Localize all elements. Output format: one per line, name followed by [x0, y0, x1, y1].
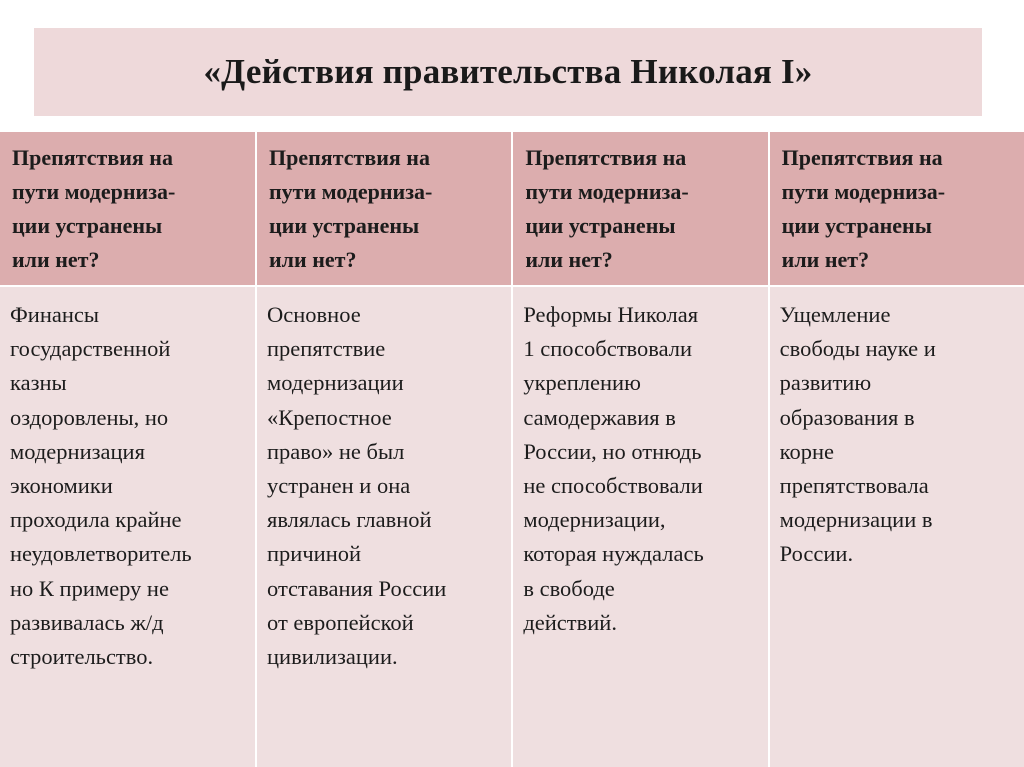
header-line: пути модерниза- [781, 179, 946, 204]
cell-line: модернизации [267, 370, 404, 396]
cell-line: модернизации в [779, 507, 933, 533]
body-cell-2 [257, 287, 511, 767]
cell-line: устранен и она [267, 473, 411, 499]
header-line: ции устранены [525, 213, 676, 238]
modernization-table [0, 132, 1024, 767]
cell-line: Основное [267, 302, 361, 327]
header-line: пути модерниза- [12, 179, 176, 204]
cell-line: препятствовала [779, 473, 929, 499]
cell-line: самодержавия в [523, 404, 676, 430]
cell-line: но К примеру не [10, 575, 169, 601]
cell-line: оздоровлены, но [10, 404, 169, 430]
header-line: пути модерниза- [525, 179, 689, 204]
cell-line: казны [10, 370, 67, 396]
header-line: Препятствия на [269, 145, 430, 170]
header-cell-4 [770, 132, 1024, 285]
cell-line: проходила крайне [10, 507, 182, 533]
cell-line: модернизации, [523, 507, 666, 533]
cell-line: корне [779, 438, 834, 464]
cell-line: которая нуждалась [523, 541, 704, 567]
cell-line: являлась главной [267, 507, 432, 533]
header-line: ции устранены [269, 213, 420, 238]
header-line: или нет? [269, 247, 357, 272]
cell-line: развитию [779, 370, 872, 396]
cell-line: России, но отнюдь [523, 438, 702, 464]
header-line: Препятствия на [781, 145, 943, 170]
body-cell-3 [513, 287, 767, 767]
cell-line: государственной [10, 336, 171, 362]
cell-line: право» не был [267, 438, 405, 464]
cell-line: цивилизации. [267, 644, 398, 670]
cell-line: от европейской [267, 609, 414, 635]
cell-line: укреплению [523, 370, 641, 396]
title-banner [34, 28, 982, 116]
cell-line: модернизация [10, 438, 145, 464]
header-cell-1 [0, 132, 255, 285]
cell-line: 1 способствовали [523, 336, 693, 362]
header-line: Препятствия на [12, 145, 173, 170]
body-cell-4 [770, 287, 1024, 767]
cell-line: в свободе [523, 575, 615, 601]
body-cell-1 [0, 287, 255, 767]
header-line: ции устранены [781, 213, 932, 238]
header-line: пути модерниза- [269, 179, 433, 204]
cell-line: «Крепостное [267, 404, 392, 430]
cell-line: свободы науке и [779, 336, 936, 362]
cell-line: неудовлетворитель [10, 541, 192, 567]
cell-line: Ущемление [779, 302, 891, 327]
cell-line: строительство. [10, 644, 154, 670]
cell-line: Реформы Николая [523, 302, 699, 327]
cell-line: причиной [267, 541, 362, 567]
header-line: или нет? [781, 247, 870, 272]
header-line: ции устранены [12, 213, 163, 238]
cell-line: экономики [10, 473, 113, 499]
header-cell-2 [257, 132, 511, 285]
cell-line: отставания России [267, 575, 447, 601]
cell-line: развивалась ж/д [10, 609, 164, 635]
cell-line: России. [779, 541, 854, 567]
page-title: «Действия правительства Николая I» [203, 52, 813, 91]
header-line: или нет? [525, 247, 613, 272]
cell-line: не способствовали [523, 473, 703, 499]
cell-line: Финансы [10, 302, 99, 327]
header-line: или нет? [12, 247, 100, 272]
header-cell-3 [513, 132, 767, 285]
cell-line: действий. [523, 609, 617, 635]
cell-line: образования в [779, 404, 915, 430]
cell-line: препятствие [267, 336, 386, 362]
header-line: Препятствия на [525, 145, 687, 170]
